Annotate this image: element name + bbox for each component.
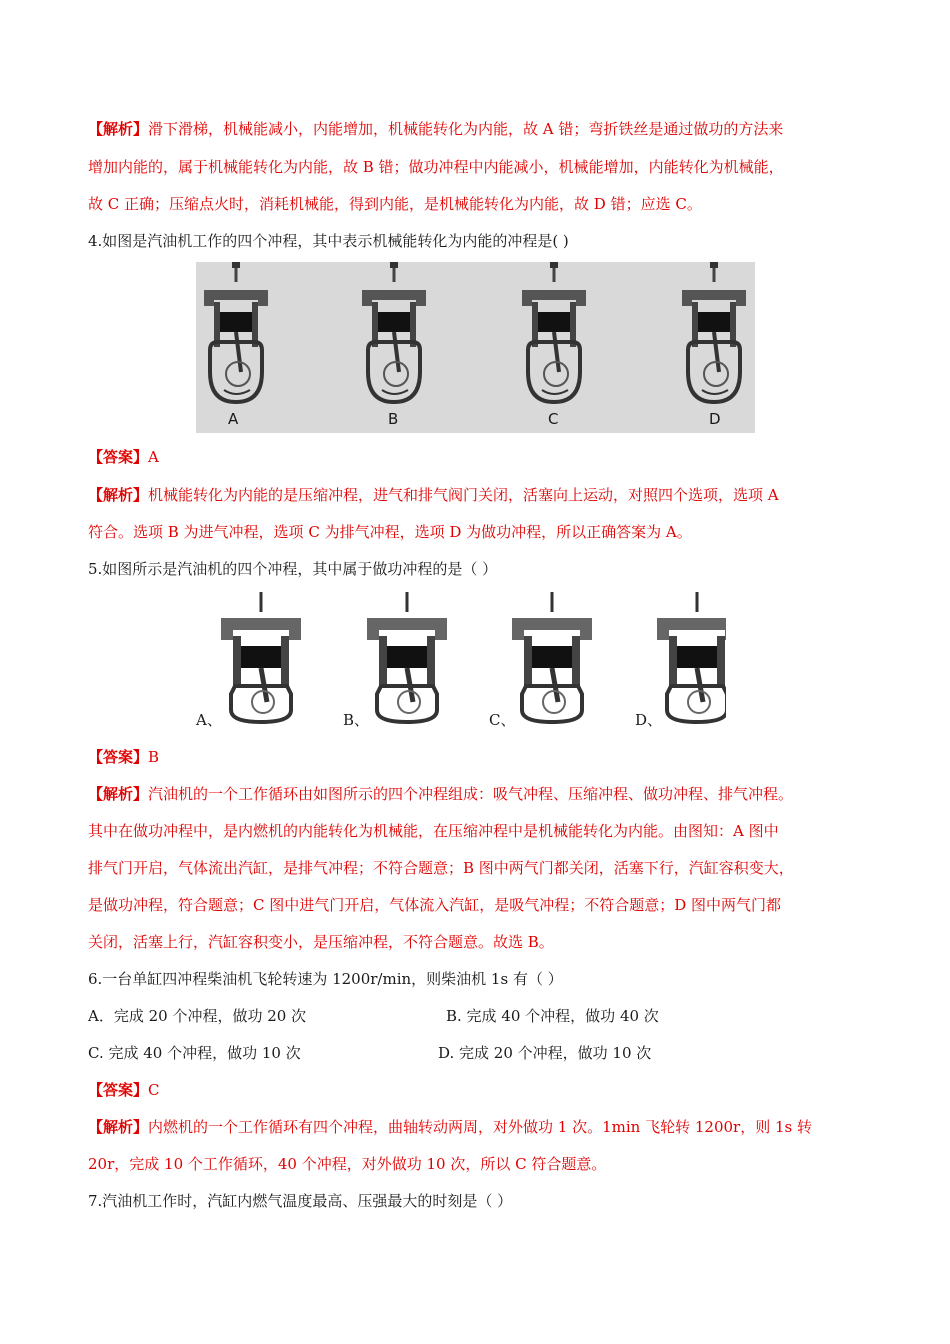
option-b: B. 完成 40 个冲程，做功 40 次 xyxy=(446,1007,659,1025)
question-4: 4.如图是汽油机工作的四个冲程，其中表示机械能转化为内能的冲程是( ) xyxy=(88,232,569,250)
analysis-5-line: 排气门开启，气体流出汽缸，是排气冲程；不符合题意；B 图中两气门都关闭，活塞下行，汽缸容积变大， xyxy=(88,859,794,877)
figure-label: B、 xyxy=(343,711,370,729)
question-6: 6.一台单缸四冲程柴油机飞轮转速为 1200r/min，则柴油机 1s 有（ ） xyxy=(88,970,563,988)
analysis-6-line: 20r，完成 10 个工作循环，40 个冲程，对外做功 10 次，所以 C 符合题意。 xyxy=(88,1155,607,1173)
figure-label: B xyxy=(388,410,399,428)
engine-strokes-figure-q4 xyxy=(196,262,755,433)
figure-label: D xyxy=(709,410,721,428)
analysis-5-line: 关闭，活塞上行，汽缸容积变小，是压缩冲程，不符合题意。故选 B。 xyxy=(88,933,554,951)
engine-strokes-figure-q5 xyxy=(196,590,726,730)
analysis-4-line: 符合。选项 B 为进气冲程，选项 C 为排气冲程，选项 D 为做功冲程，所以正确答案为 A。 xyxy=(88,523,692,541)
figure-label: A xyxy=(228,410,239,428)
analysis-line: 【解析】滑下滑梯，机械能减小，内能增加，机械能转化为内能，故 A 错；弯折铁丝是通过做功的方法来 xyxy=(88,120,784,138)
figure-label: A、 xyxy=(196,711,222,729)
analysis-line: 增加内能的，属于机械能转化为内能，故 B 错；做功冲程中内能减小，机械能增加，内能转化为机械能， xyxy=(88,158,784,176)
question-5: 5.如图所示是汽油机的四个冲程，其中属于做功冲程的是（ ） xyxy=(88,560,498,578)
analysis-6: 【解析】内燃机的一个工作循环有四个冲程，曲轴转动两周，对外做功 1 次。1min 飞轮转 1200r，则 1s 转 xyxy=(88,1118,812,1136)
figure-label: C、 xyxy=(489,711,516,729)
analysis-5: 【解析】汽油机的一个工作循环由如图所示的四个冲程组成：吸气冲程、压缩冲程、做功冲程、排气冲程。 xyxy=(88,785,794,803)
figure-label: C xyxy=(548,410,559,428)
answer-6: 【答案】C xyxy=(88,1081,160,1099)
analysis-line: 故 C 正确；压缩点火时，消耗机械能，得到内能，是机械能转化为内能，故 D 错；应选 C。 xyxy=(88,195,702,213)
figure-label: D、 xyxy=(635,711,663,729)
answer-4: 【答案】A xyxy=(88,448,159,466)
option-d: D. 完成 20 个冲程，做功 10 次 xyxy=(438,1044,652,1062)
option-a: A．完成 20 个冲程，做功 20 次 xyxy=(88,1007,307,1025)
analysis-5-line: 是做功冲程，符合题意；C 图中进气门开启，气体流入汽缸，是吸气冲程；不符合题意；D 图中两气门都 xyxy=(88,896,782,914)
analysis-4: 【解析】机械能转化为内能的是压缩冲程，进气和排气阀门关闭，活塞向上运动，对照四个选项，选项 A xyxy=(88,486,779,504)
question-7: 7.汽油机工作时，汽缸内燃气温度最高、压强最大的时刻是（ ） xyxy=(88,1192,513,1210)
answer-5: 【答案】B xyxy=(88,748,160,766)
analysis-5-line: 其中在做功冲程中，是内燃机的内能转化为机械能，在压缩冲程中是机械能转化为内能。由图知：A 图中 xyxy=(88,822,779,840)
option-c: C. 完成 40 个冲程，做功 10 次 xyxy=(88,1044,301,1062)
